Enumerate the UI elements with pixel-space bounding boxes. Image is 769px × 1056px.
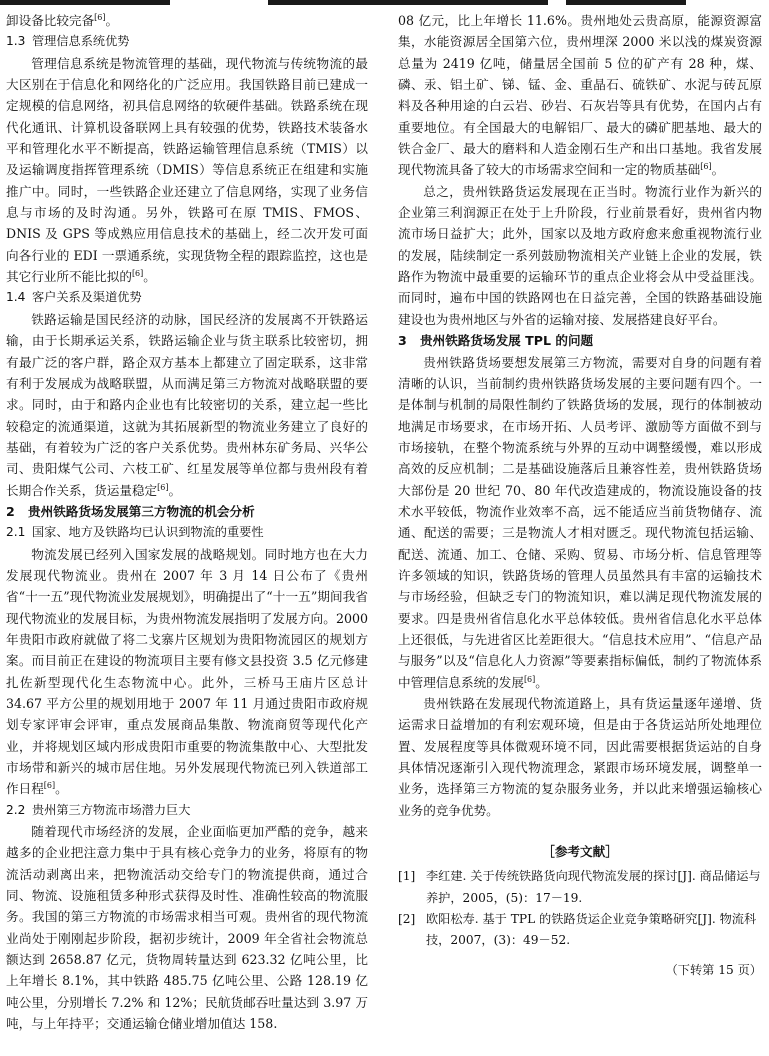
reference-text: 欧阳松寿. 基于 TPL 的铁路货运企业竞争策略研究[J]. 物流科技，2007，(3)：49－52. — [426, 912, 757, 948]
paragraph-end: 。 — [711, 162, 725, 178]
reference-number: [2] — [398, 912, 416, 927]
continuation-note: （下转第 15 页） — [665, 962, 762, 977]
paragraph — [398, 352, 762, 694]
paragraph-text: 管理信息系统是物流管理的基础，现代物流与传统物流的最大区别在于信息化和网络化的广泛应用。我国铁路目前已建成一定规模的信息网络，初具信息网络的软硬件基础。铁路系统在现代化通讯、计算机设备联网上具有较强的优势，铁路技术装备水平和管理化水平不断提高，铁路运输管理信息系统（TMIS）以及运输调度指挥管理系统（DMIS）等信息系统正在组建和实施推广中。同时，一些铁路企业还建立了信息网络，实现了业务信息与市场的及时沟通。另外，铁路可在原 TMIS、FMOS、DNIS 及 GPS 等成熟应用信息技术的基础上，经二次开发可面向各行业的 EDI 一票通系统，实现货物全程的跟踪监控，这也是其它行业所不能比拟的 — [6, 55, 368, 285]
paragraph-end: 。 — [105, 13, 119, 28]
citation-marker: [6] — [157, 482, 169, 492]
references-title: ［参考文献］ — [542, 844, 618, 860]
right-column — [398, 10, 762, 981]
paragraph — [6, 544, 368, 800]
paragraph-text: 08 亿元，比上年增长 11.6%。贵州地处云贵高原，能源资源富集，水能资源居全国第六位，贵州埋深 2000 米以浅的煤炭资源总量为 2419 亿吨，储量居全国前 5 位的矿产有 28 种，煤、磷、汞、铝土矿、锑、锰、金、重晶石、硫铁矿、水泥与砖瓦原料及各种用途的白云岩、砂岩、石灰岩等具有优势，在国内占有重要地位。有全国最大的电解铝厂、最大的磷矿肥基地、最大的铁合金厂、最大的磨料和人造金刚石生产和出口基地。我省发展现代物流具备了较大的市场需求空间和一定的物质基础 — [398, 13, 762, 178]
paragraph — [398, 693, 762, 821]
paragraph — [6, 821, 368, 1034]
heading-text: 贵州铁路货场发展第三方物流的机会分析 — [28, 503, 255, 519]
reference-item — [398, 866, 762, 909]
heading-number: 1.4 — [6, 290, 26, 305]
paragraph — [6, 53, 368, 288]
heading-text: 客户关系及渠道优势 — [32, 290, 142, 305]
subsection-heading — [6, 800, 368, 821]
heading-number: 1.3 — [6, 34, 26, 49]
paragraph — [398, 10, 762, 181]
paragraph-text: 铁路运输是国民经济的动脉，国民经济的发展离不开铁路运输，由于长期承运关系，铁路运输企业与货主联系比较密切，拥有最广泛的客户群，路企双方基本上都建立了固定联系，这非常有利于发展成为战略联盟，从而满足第三方物流对战略联盟的要求。同时，由于和路内企业也有比较密切的关系，建立起一些比较稳定的流通渠道，这就为其拓展新型的物流业务建立了良好的基础，有着较为广泛的客户关系优势。贵州林东矿务局、兴华公司、贵阳煤气公司、六枝工矿、红星发展等单位都与贵州段有着长期合作关系，货运量稳定 — [6, 311, 368, 498]
reference-number: [1] — [398, 869, 416, 884]
references-list — [398, 866, 762, 951]
paragraph-text: 随着现代市场经济的发展，企业面临更加严酷的竞争，越来越多的企业把注意力集中于具有核心竞争力的业务，将原有的物流活动剥离出来，把物流活动交给专门的物流提供商，通过合同、物流、设施租赁多种形式获得及时性、准确性较高的物流服务。我国的第三方物流的市场需求相当可观。贵州省的现代物流业尚处于刚刚起步阶段，据初步统计，2009 年全省社会物流总额达到 2658.87 亿元，货物周转量达到 623.32 亿吨公里，比上年增长 8.1%，其中铁路 485.75 亿吨公里、公路 128.19 亿吨公里，分别增长 7.2% 和 12%；民航货邮吞吐量达到 3.97 万吨，与上年持平；交通运输仓储业增加值达 158. — [6, 824, 368, 1032]
heading-text: 贵州第三方物流市场潜力巨大 — [32, 802, 191, 817]
left-column — [6, 10, 368, 1035]
paragraph-text: 贵州铁路货场要想发展第三方物流，需要对自身的问题有着清晰的认识，当前制约贵州铁路货场发展的主要问题有四个。一是体制与机制的局限性制约了铁路货场的发展，现行的体制被动地满足市场要求，在市场开拓、人员考评、激励等方面做不到与市场接轨，在整个物流系统与外界的互动中调整缓慢，难以形成高效的反应机制；二是基础设施落后且兼容性差，贵州铁路货场大部份是 20 世纪 70、80 年代改造建成的，物流设施设备的技术水平较低，物流作业效率不高，远不能适应当前货物储存、流通、配送的需要；三是物流人才相对匮乏。现代物流包括运输、配送、流通、加工、仓储、采购、贸易、市场分析、信息管理等许多领域的知识，铁路货场的管理人员虽然具有丰富的运输技术与市场经验，但缺乏专门的物流知识，难以满足现代物流发展的要求。四是贵州省信息化水平总体较低。贵州省信息化水平总体上还很低，与先进省区比差距很大。“信息技术应用”、“信息产品与服务”以及“信息化人力资源”等要素指标偏低，制约了物流体系中管理信息系统的发展 — [398, 354, 762, 690]
paragraph-text: 物流发展已经列入国家发展的战略规划。同时地方也在大力发展现代物流业。贵州在 2007 年 3 月 14 日公布了《贵州省“十一五”现代物流业发展规划》，明确提出了“十一五”期间我省现代物流业的发展目标，为贵州物流发展指明了发展方向。2000 年贵阳市政府就做了将二戈寨片区规划为贵阳物流园区的规划方案。而目前正在建设的物流项目主要有修文县投资 3.5 亿元修建扎佐新型现代化生态物流中心。此外，三桥马王庙片区总计 34.67 平方公里的规划用地于 2007 年 11 月通过贵阳市政府规划专家评审会评审，重点发展商品集散、物流商贸等现代化产业，并将规划区域内形成贵阳市重要的物流集散中心、大型批发市场带和新兴的城市居住地。另外发展现代物流已列入铁道部工作日程 — [6, 546, 368, 797]
right-column-body — [398, 10, 762, 821]
reference-item — [398, 909, 762, 952]
section-heading — [6, 501, 368, 522]
heading-number: 2 — [6, 503, 15, 519]
section-heading — [398, 330, 762, 351]
heading-number: 3 — [398, 333, 407, 349]
heading-text: 贵州铁路货场发展 TPL 的问题 — [420, 333, 594, 349]
subsection-heading — [6, 522, 368, 543]
paragraph — [6, 309, 368, 501]
citation-marker: [6] — [131, 268, 144, 278]
citation-marker: [6] — [43, 781, 56, 791]
heading-text: 管理信息系统优势 — [32, 34, 130, 49]
paragraph-end: 。 — [535, 674, 548, 690]
paragraph-text: 贵州铁路在发展现代物流道路上，具有货运量逐年递增、货运需求日益增加的有利宏观环境，但是由于各货运站所处地理位置、发展程度等具体微观环境不同，因此需要根据货运站的自身具体情况逐渐引入现代物流理念，紧跟市场环境发展，调整单一业务，选择第三方物流的复杂服务业务，并以此来增强运输核心业务的竞争优势。 — [398, 696, 762, 818]
paragraph-text: 总之，贵州铁路货运发展现在正当时。物流行业作为新兴的企业第三利润源正在处于上升阶段，行业前景看好，贵州省内物流市场日益扩大；此外，国家以及地方政府愈来愈重视物流行业的发展，陆续制定一系列鼓励物流相关产业链上企业的发展，铁路作为物流中最重要的运输环节的重点企业将会从中受益匪浅。而同时，遍布中国的铁路网也在日益完善，全国的铁路基础设施建设也为贵州地区与外省的运输对接、发展搭建良好平台。 — [398, 183, 762, 327]
paragraph-end: 。 — [168, 482, 182, 498]
citation-marker: [6] — [700, 162, 712, 172]
paragraph-end: 。 — [55, 781, 68, 797]
reference-text: 李红建. 关于传统铁路货向现代物流发展的探讨[J]. 商品储运与养护，2005，(5)：17－19. — [426, 869, 761, 905]
citation-marker: [6] — [94, 12, 106, 22]
paragraph-end: 。 — [143, 269, 156, 285]
subsection-heading — [6, 31, 368, 52]
paragraph-text: 卸设备比较完备 — [6, 13, 95, 28]
subsection-heading — [6, 287, 368, 308]
heading-text: 国家、地方及铁路均已认识到物流的重要性 — [32, 525, 264, 540]
paragraph — [398, 181, 762, 330]
heading-number: 2.1 — [6, 525, 26, 540]
paragraph — [6, 10, 368, 31]
heading-number: 2.2 — [6, 802, 26, 817]
header-rule — [0, 0, 769, 6]
citation-marker: [6] — [523, 674, 536, 684]
